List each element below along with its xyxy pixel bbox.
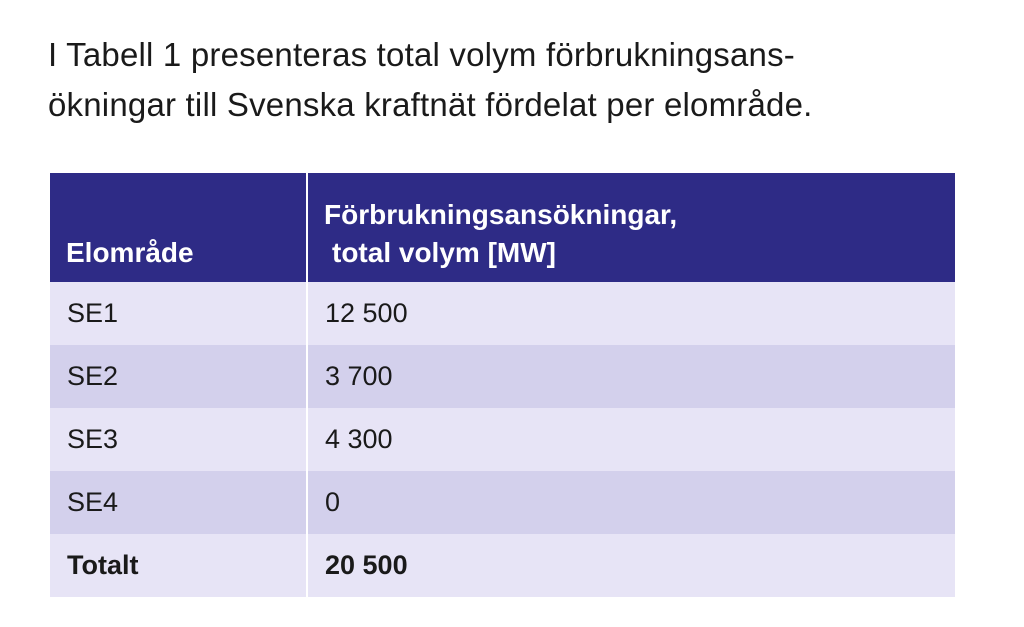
intro-line-2: ökningar till Svenska kraftnät fördelat per elområde.: [48, 86, 813, 123]
cell-area: SE3: [50, 408, 307, 471]
table-row-total: [50, 534, 955, 597]
header-total-volume-line-2: total volym [MW]: [332, 237, 556, 268]
table-row-se1: [50, 282, 955, 345]
cell-volume: 4 300: [325, 424, 393, 454]
table-row-se3: [50, 408, 955, 471]
table-body: [50, 282, 955, 597]
table-row-se2: [50, 345, 955, 408]
table-header-row: [50, 173, 955, 282]
intro-line-1: I Tabell 1 presenteras total volym förbrukningsans-: [48, 36, 795, 73]
cell-volume: 3 700: [325, 361, 393, 391]
cell-total-label: Totalt: [50, 534, 307, 597]
header-total-volume-line-1: Förbrukningsansökningar,: [324, 199, 678, 230]
intro-paragraph: [48, 30, 988, 130]
cell-total-volume: 20 500: [325, 550, 408, 580]
header-elomrade: Elområde: [50, 173, 307, 282]
cell-area: SE4: [50, 471, 307, 534]
cell-volume: 12 500: [325, 298, 408, 328]
cell-volume: 0: [325, 487, 341, 517]
cell-area: SE1: [50, 282, 307, 345]
header-total-volume: [307, 173, 955, 282]
table-header: [50, 173, 955, 282]
consumption-applications-table: [50, 173, 955, 597]
cell-area: SE2: [50, 345, 307, 408]
table-row-se4: [50, 471, 955, 534]
